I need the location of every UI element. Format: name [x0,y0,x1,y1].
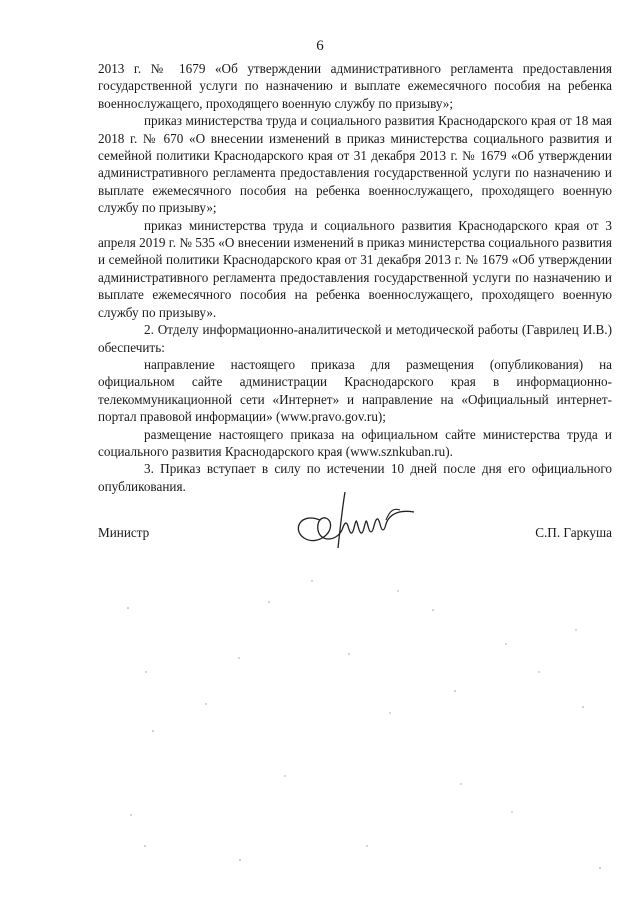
signatory-name: С.П. Гаркуша [535,525,612,540]
paragraph-clause-3: 3. Приказ вступает в силу по истечении 10 дней после дня его официального опубликования. [98,461,612,494]
paragraph-order-2018: приказ министерства труда и социального развития Краснодарского края от 18 мая 2018 г. № 670 «О внесении изменений в приказ министерства социального развития и семейной политики Краснодарского края от 31 декабря 2013 г. № 1679 «Об утверждении административного регламента предоставления государственной услуги по назначению и выплате ежемесячного пособия на ребенка военнослужащего, проходящего военную службу по призыву»; [98,113,612,216]
document-body [98,60,612,495]
paragraph-publication-ministry-site: размещение настоящего приказа на официальном сайте министерства труда и социального развития Краснодарского края (www.sznkuban.ru). [98,426,612,459]
paragraph-prior-order-end: 2013 г. № 1679 «Об утверждении административного регламента предоставления государственной услуги по назначению и выплате ежемесячного пособия на ребенка военнослужащего, проходящего военную службу по призыву»; [98,61,612,111]
signatory-title: Министр [98,525,150,540]
paragraph-clause-2: 2. Отделу информационно-аналитической и методической работы (Гаврилец И.В.) обеспечить: [98,322,612,355]
paragraph-publication-portal: направление настоящего приказа для размещения (опубликования) на официальном сайте администрации Краснодарского края в информационно-телекоммуникационной сети «Интернет» и направление на «Официальный интернет-портал правовой информации» (www.pravo.gov.ru); [98,356,612,425]
page-number: 6 [316,38,324,54]
handwritten-signature [290,490,420,550]
paragraph-order-2019: приказ министерства труда и социального развития Краснодарского края от 3 апреля 2019 г. № 535 «О внесении изменений в приказ министерства социального развития и семейной политики Краснодарского края от 31 декабря 2013 г. № 1679 «Об утверждении административного регламента предоставления государственной услуги по назначению и выплате ежемесячного пособия на ребенка военнослужащего, проходящего военную службу по призыву». [98,217,612,320]
